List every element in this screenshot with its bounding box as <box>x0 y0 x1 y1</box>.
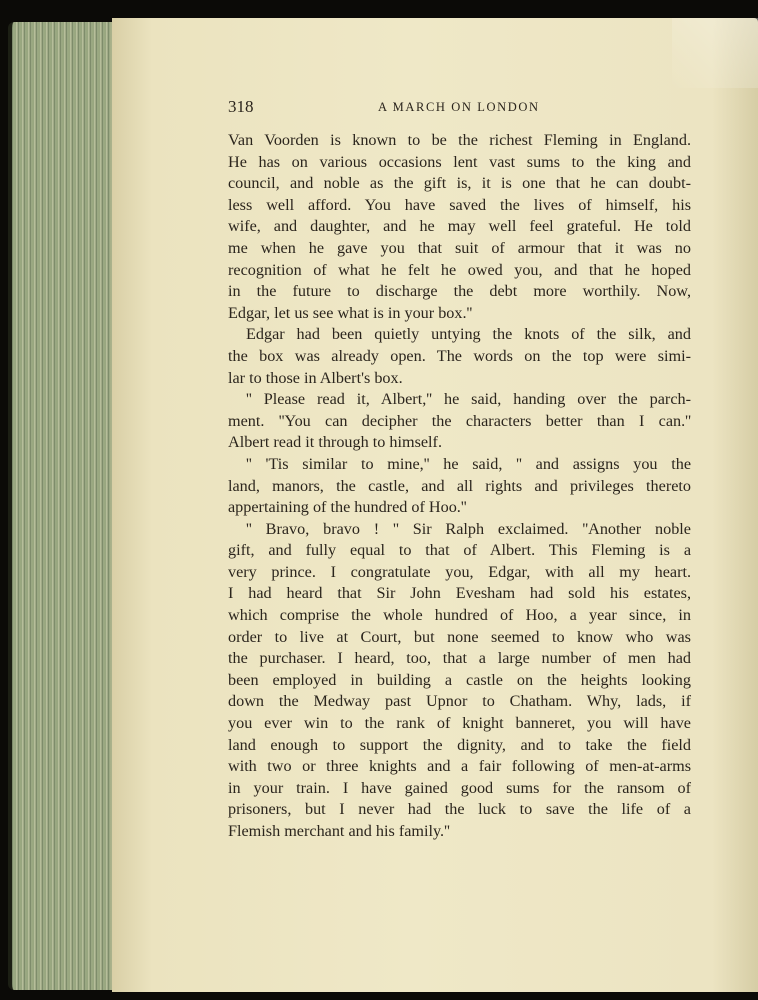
page-header <box>228 97 690 119</box>
text-line: order to live at Court, but none seemed to know who was <box>228 627 691 646</box>
running-title: A MARCH ON LONDON <box>378 100 540 114</box>
text-line: me when he gave you that suit of armour that it was no <box>228 238 691 257</box>
text-line: very prince. I congratulate you, Edgar, with all my heart. <box>228 562 691 581</box>
text-line: Edgar had been quietly untying the knots of the silk, and <box>246 325 691 344</box>
text-line: less well afford. You have saved the lives of himself, his <box>228 195 691 214</box>
text-line: prisoners, but I never had the luck to save the life of a <box>228 800 691 819</box>
text-line: with two or three knights and a fair following of men-at-arms <box>228 757 691 776</box>
page-edges <box>8 22 124 990</box>
text-line: Flemish merchant and his family.'' <box>228 822 450 840</box>
text-line: which comprise the whole hundred of Hoo, a year since, in <box>228 606 691 625</box>
text-line: the box was already open. The words on the top were simi- <box>228 346 691 365</box>
text-line: '' Bravo, bravo ! '' Sir Ralph exclaimed. ''Another noble <box>246 519 691 538</box>
text-line: gift, and fully equal to that of Albert. This Fleming is a <box>228 541 691 560</box>
text-line: in your train. I have gained good sums for the ransom of <box>228 778 691 797</box>
page-number: 318 <box>228 97 254 116</box>
text-line: you ever win to the rank of knight banneret, you will have <box>228 714 691 733</box>
text-line: '' 'Tis similar to mine,'' he said, '' and assigns you the <box>246 454 691 473</box>
text-line: land enough to support the dignity, and to take the field <box>228 735 691 754</box>
text-line: down the Medway past Upnor to Chatham. Why, lads, if <box>228 692 691 711</box>
text-line: ment. ''You can decipher the characters better than I can.'' <box>228 411 691 430</box>
text-line: wife, and daughter, and he may well feel grateful. He told <box>228 217 691 236</box>
text-line: appertaining of the hundred of Hoo.'' <box>228 498 467 517</box>
text-line: the purchaser. I heard, too, that a large number of men had <box>228 649 691 668</box>
text-line: He has on various occasions lent vast sums to the king and <box>228 152 691 171</box>
text-line: in the future to discharge the debt more worthily. Now, <box>228 282 691 301</box>
text-line: been employed in building a castle on the heights looking <box>228 670 691 689</box>
text-line: I had heard that Sir John Evesham had sold his estates, <box>228 584 691 603</box>
body-text <box>228 130 691 843</box>
text-line: land, manors, the castle, and all rights and privileges thereto <box>228 476 691 495</box>
text-line: lar to those in Albert's box. <box>228 368 403 387</box>
text-line: recognition of what he felt he owed you, and that he hoped <box>228 260 691 279</box>
text-line: council, and noble as the gift is, it is one that he can doubt- <box>228 174 691 193</box>
text-line: Edgar, let us see what is in your box.'' <box>228 303 473 322</box>
text-line: Albert read it through to himself. <box>228 433 442 452</box>
text-line: Van Voorden is known to be the richest Fleming in England. <box>228 131 691 149</box>
text-line: '' Please read it, Albert,'' he said, handing over the parch- <box>246 390 691 409</box>
